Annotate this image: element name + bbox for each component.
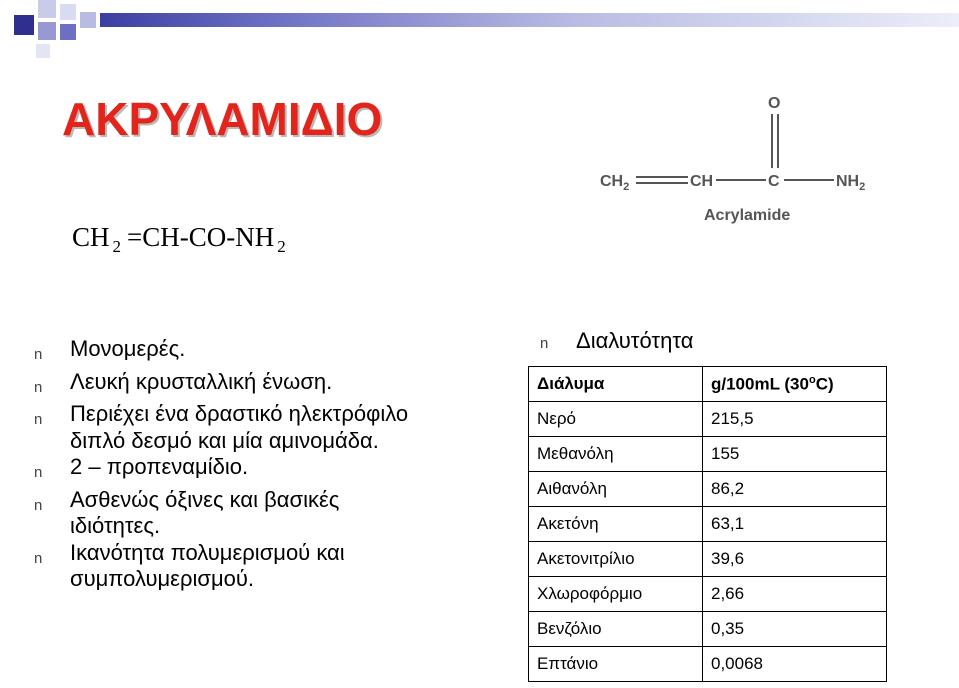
deco-square: [14, 15, 34, 35]
solubility-heading: [540, 328, 693, 354]
table-row: [529, 612, 887, 647]
table-row: [529, 647, 887, 682]
list-item: [34, 487, 434, 540]
bullet-marker: n: [34, 346, 43, 363]
value-cell: 155: [703, 437, 887, 472]
header-bar: [100, 13, 959, 27]
solvent-cell: Νερό: [529, 402, 703, 437]
header-superscript: o: [808, 373, 816, 386]
solvent-cell: Μεθανόλη: [529, 437, 703, 472]
acrylamide-structure-diagram: [592, 88, 892, 238]
solvent-cell: Ακετονιτρίλιο: [529, 542, 703, 577]
ch2-subscript: 2: [623, 181, 630, 193]
ch-group-label: CH: [690, 173, 714, 190]
value-cell: 2,66: [703, 577, 887, 612]
property-list: [34, 336, 434, 593]
bullet-marker: n: [34, 411, 43, 428]
list-item-text: Ικανότητα πολυμερισμού και συμπολυμερισμού.: [70, 539, 345, 591]
header-text: g/100mL (30: [711, 374, 809, 394]
deco-square: [60, 24, 76, 40]
solvent-cell: Ακετόνη: [529, 507, 703, 542]
table-row: [529, 507, 887, 542]
value-cell: 86,2: [703, 472, 887, 507]
value-cell: 63,1: [703, 507, 887, 542]
list-item: [34, 401, 434, 454]
formula-part: =CH-CO-NH: [127, 222, 275, 252]
table-row: [529, 437, 887, 472]
bullet-marker: n: [34, 378, 43, 396]
value-cell: 215,5: [703, 402, 887, 437]
list-item-text: 2 – προπεναμίδιο.: [70, 454, 249, 479]
nh2-group-label: [836, 173, 865, 193]
table-row: [529, 542, 887, 577]
bullet-marker: n: [540, 335, 549, 352]
solubility-table: [528, 366, 887, 682]
deco-square: [38, 22, 56, 40]
solvent-cell: Χλωροφόρμιο: [529, 577, 703, 612]
bullet-marker: n: [34, 496, 43, 514]
page-title: ΑΚΡΥΛΑΜΙΔΙΟ: [62, 93, 383, 145]
table-row: [529, 577, 887, 612]
list-item: [34, 454, 434, 487]
list-item-text: Λευκή κρυσταλλική ένωση.: [70, 368, 333, 394]
list-item-text: Περιέχει ένα δραστικό ηλεκτρόφιλο διπλό δεσμό και μία αμινομάδα.: [70, 401, 409, 453]
header-text: C): [815, 374, 834, 394]
solubility-heading-text: Διαλυτότητα: [576, 328, 694, 353]
solvent-cell: Βενζόλιο: [529, 612, 703, 647]
deco-square: [38, 0, 56, 18]
formula-subscript: 2: [277, 237, 286, 256]
oxygen-atom-label: O: [768, 95, 781, 112]
column-header-solvent: Διάλυμα: [529, 367, 703, 402]
bullet-marker: n: [34, 464, 43, 481]
value-cell: 0,0068: [703, 647, 887, 682]
ch2-text: CH: [600, 173, 624, 190]
carbon-atom-label: C: [768, 173, 780, 190]
table-header-row: [529, 367, 887, 402]
value-cell: 0,35: [703, 612, 887, 647]
list-item-text: Ασθενώς όξινες και βασικές ιδιότητες.: [70, 486, 340, 538]
nh2-text: NH: [836, 173, 860, 190]
nh2-subscript: 2: [859, 181, 866, 193]
list-item: [34, 336, 434, 369]
chemical-formula: [72, 222, 292, 256]
list-item-text: Μονομερές.: [70, 336, 186, 361]
list-item: [34, 369, 434, 402]
deco-square: [80, 12, 96, 28]
ch2-group-label: [600, 173, 629, 193]
deco-square: [36, 44, 50, 58]
formula-subscript: 2: [112, 237, 122, 256]
table-row: [529, 472, 887, 507]
formula-part: CH: [72, 222, 110, 252]
column-header-value: [703, 367, 887, 402]
solvent-cell: Επτάνιο: [529, 647, 703, 682]
list-item: [34, 540, 434, 593]
structure-caption: Acrylamide: [704, 207, 791, 224]
solvent-cell: Αιθανόλη: [529, 472, 703, 507]
deco-square: [60, 4, 76, 20]
table-row: [529, 402, 887, 437]
value-cell: 39,6: [703, 542, 887, 577]
bullet-marker: n: [34, 549, 43, 567]
